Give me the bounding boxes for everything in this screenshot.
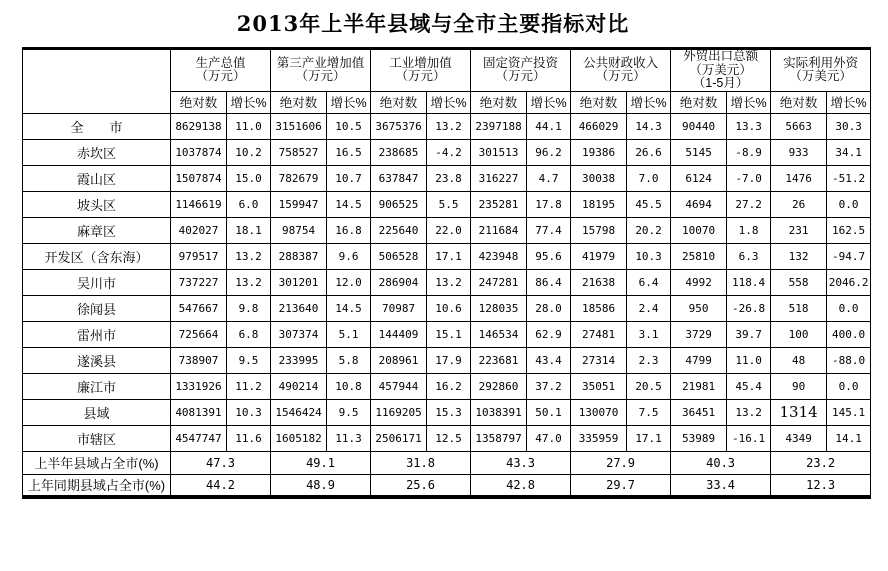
subheader-growth: 增长% (427, 91, 471, 113)
absolute-value-cell: 1038391 (471, 399, 527, 425)
subheader-absolute: 绝对数 (571, 91, 627, 113)
absolute-value-cell: 19386 (571, 139, 627, 165)
column-group-header-line: （万元） (495, 69, 546, 84)
absolute-value-cell: 737227 (171, 269, 227, 295)
growth-value-cell: 5.8 (327, 347, 371, 373)
summary-value-cell: 31.8 (371, 451, 471, 474)
table-row (23, 165, 871, 191)
absolute-value-cell: 4547747 (171, 425, 227, 451)
growth-value-cell: 4.7 (527, 165, 571, 191)
table-row (23, 399, 871, 425)
absolute-value-cell: 637847 (371, 165, 427, 191)
growth-value-cell: 1.8 (727, 217, 771, 243)
growth-value-cell: 11.0 (227, 113, 271, 139)
growth-value-cell: -16.1 (727, 425, 771, 451)
growth-value-cell: 10.3 (227, 399, 271, 425)
absolute-value-cell: 70987 (371, 295, 427, 321)
region-label: 麻章区 (23, 217, 171, 243)
absolute-value-cell: 247281 (471, 269, 527, 295)
growth-value-cell: 10.6 (427, 295, 471, 321)
growth-value-cell: 0.0 (827, 373, 871, 399)
absolute-value-cell: 547667 (171, 295, 227, 321)
growth-value-cell: 17.8 (527, 191, 571, 217)
summary-row (23, 474, 871, 497)
column-group-header-line: 固定资产投资 (483, 55, 559, 70)
column-group-header (371, 49, 471, 92)
region-label: 赤坎区 (23, 139, 171, 165)
summary-value-cell: 12.3 (771, 474, 871, 497)
absolute-value-cell: 402027 (171, 217, 227, 243)
growth-value-cell: 20.5 (627, 373, 671, 399)
summary-value-cell: 42.8 (471, 474, 571, 497)
growth-value-cell: 34.1 (827, 139, 871, 165)
absolute-value-cell: 27481 (571, 321, 627, 347)
subheader-absolute: 绝对数 (671, 91, 727, 113)
growth-value-cell: 5.5 (427, 191, 471, 217)
growth-value-cell: 26.6 (627, 139, 671, 165)
growth-value-cell: 13.2 (227, 269, 271, 295)
region-label: 吴川市 (23, 269, 171, 295)
table-row (23, 347, 871, 373)
growth-value-cell: 10.7 (327, 165, 371, 191)
absolute-value-cell: 53989 (671, 425, 727, 451)
growth-value-cell: 400.0 (827, 321, 871, 347)
growth-value-cell: 77.4 (527, 217, 571, 243)
growth-value-cell: 11.2 (227, 373, 271, 399)
growth-value-cell: 44.1 (527, 113, 571, 139)
absolute-value-cell: 100 (771, 321, 827, 347)
absolute-value-cell: 457944 (371, 373, 427, 399)
absolute-value-cell: 21981 (671, 373, 727, 399)
growth-value-cell: 17.1 (627, 425, 671, 451)
absolute-value-cell: 490214 (271, 373, 327, 399)
absolute-value-cell: 223681 (471, 347, 527, 373)
region-label: 全 市 (23, 113, 171, 139)
table-row (23, 425, 871, 451)
page-title: 2013年上半年县域与全市主要指标对比 (236, 11, 630, 36)
column-group-header (471, 49, 571, 92)
subheader-absolute: 绝对数 (171, 91, 227, 113)
growth-value-cell: 86.4 (527, 269, 571, 295)
growth-value-cell: -88.0 (827, 347, 871, 373)
growth-value-cell: 37.2 (527, 373, 571, 399)
table-row (23, 295, 871, 321)
growth-value-cell: 11.0 (727, 347, 771, 373)
growth-value-cell: 18.1 (227, 217, 271, 243)
growth-value-cell: 17.9 (427, 347, 471, 373)
growth-value-cell: 11.6 (227, 425, 271, 451)
absolute-value-cell: 10070 (671, 217, 727, 243)
absolute-value-cell: 933 (771, 139, 827, 165)
absolute-value-cell: 1546424 (271, 399, 327, 425)
absolute-value-cell: 98754 (271, 217, 327, 243)
subheader-growth: 增长% (527, 91, 571, 113)
absolute-value-cell: 8629138 (171, 113, 227, 139)
absolute-value-cell: 159947 (271, 191, 327, 217)
growth-value-cell: 95.6 (527, 243, 571, 269)
growth-value-cell: 96.2 (527, 139, 571, 165)
growth-value-cell: 45.4 (727, 373, 771, 399)
column-group-header (771, 49, 871, 92)
absolute-value-cell: 146534 (471, 321, 527, 347)
growth-value-cell: -4.2 (427, 139, 471, 165)
summary-value-cell: 49.1 (271, 451, 371, 474)
corner-cell (23, 49, 171, 114)
group-header-row (23, 49, 871, 92)
column-group-header (571, 49, 671, 92)
absolute-value-cell: 225640 (371, 217, 427, 243)
summary-value-cell: 29.7 (571, 474, 671, 497)
absolute-value-cell: 1605182 (271, 425, 327, 451)
growth-value-cell: 27.2 (727, 191, 771, 217)
column-group-header-line: （万元） (295, 69, 346, 84)
table-row (23, 139, 871, 165)
growth-value-cell: 10.3 (627, 243, 671, 269)
absolute-value-cell: 4694 (671, 191, 727, 217)
growth-value-cell: 45.5 (627, 191, 671, 217)
table-header (23, 49, 871, 114)
growth-value-cell: 43.4 (527, 347, 571, 373)
column-group-header-line: （万美元） (689, 62, 752, 77)
summary-value-cell: 33.4 (671, 474, 771, 497)
absolute-value-cell: 558 (771, 269, 827, 295)
absolute-value-cell: 738907 (171, 347, 227, 373)
region-label: 坡头区 (23, 191, 171, 217)
summary-value-cell: 47.3 (171, 451, 271, 474)
growth-value-cell: 14.3 (627, 113, 671, 139)
region-label: 廉江市 (23, 373, 171, 399)
absolute-value-cell: 144409 (371, 321, 427, 347)
growth-value-cell: 11.3 (327, 425, 371, 451)
region-label: 县域 (23, 399, 171, 425)
column-group-header-line: 公共财政收入 (583, 55, 659, 70)
region-label: 霞山区 (23, 165, 171, 191)
subheader-growth: 增长% (727, 91, 771, 113)
growth-value-cell: 16.5 (327, 139, 371, 165)
table-body (23, 113, 871, 497)
absolute-value-cell: 782679 (271, 165, 327, 191)
table-row (23, 243, 871, 269)
absolute-value-cell: 41979 (571, 243, 627, 269)
absolute-value-cell: 335959 (571, 425, 627, 451)
absolute-value-cell: 4081391 (171, 399, 227, 425)
absolute-value-cell: 950 (671, 295, 727, 321)
growth-value-cell: 6.3 (727, 243, 771, 269)
indicators-table (22, 47, 871, 499)
growth-value-cell: 12.0 (327, 269, 371, 295)
absolute-value-cell: 506528 (371, 243, 427, 269)
absolute-value-cell: 30038 (571, 165, 627, 191)
absolute-value-cell: 211684 (471, 217, 527, 243)
absolute-value-cell: 18195 (571, 191, 627, 217)
growth-value-cell: 62.9 (527, 321, 571, 347)
absolute-value-cell: 1146619 (171, 191, 227, 217)
growth-value-cell: 12.5 (427, 425, 471, 451)
absolute-value-cell: 4992 (671, 269, 727, 295)
absolute-value-cell: 307374 (271, 321, 327, 347)
growth-value-cell: 0.0 (827, 295, 871, 321)
region-label: 开发区（含东海） (23, 243, 171, 269)
absolute-value-cell: 301513 (471, 139, 527, 165)
growth-value-cell: 10.8 (327, 373, 371, 399)
subheader-growth: 增长% (227, 91, 271, 113)
summary-value-cell: 43.3 (471, 451, 571, 474)
growth-value-cell: 9.5 (327, 399, 371, 425)
growth-value-cell: 145.1 (827, 399, 871, 425)
absolute-value-cell: 36451 (671, 399, 727, 425)
growth-value-cell: 17.1 (427, 243, 471, 269)
growth-value-cell: 6.4 (627, 269, 671, 295)
column-group-header-line: 外贸出口总额 (683, 49, 759, 63)
column-group-header-line: （万元） (395, 69, 446, 84)
absolute-value-cell: 3151606 (271, 113, 327, 139)
table-row (23, 321, 871, 347)
growth-value-cell: -51.2 (827, 165, 871, 191)
absolute-value-cell: 758527 (271, 139, 327, 165)
growth-value-cell: 14.5 (327, 295, 371, 321)
growth-value-cell: -7.0 (727, 165, 771, 191)
absolute-value-cell: 130070 (571, 399, 627, 425)
absolute-value-cell: 1476 (771, 165, 827, 191)
column-group-header-line: （万元） (195, 69, 246, 84)
absolute-value-cell: 15798 (571, 217, 627, 243)
column-group-header (671, 49, 771, 92)
absolute-value-cell: 1358797 (471, 425, 527, 451)
absolute-value-cell: 906525 (371, 191, 427, 217)
growth-value-cell: 162.5 (827, 217, 871, 243)
growth-value-cell: 7.5 (627, 399, 671, 425)
absolute-value-cell: 979517 (171, 243, 227, 269)
table-row (23, 217, 871, 243)
growth-value-cell: 13.3 (727, 113, 771, 139)
subheader-absolute: 绝对数 (271, 91, 327, 113)
absolute-value-cell: 238685 (371, 139, 427, 165)
absolute-value-cell: 21638 (571, 269, 627, 295)
growth-value-cell: 30.3 (827, 113, 871, 139)
growth-value-cell: 10.5 (327, 113, 371, 139)
subheader-absolute: 绝对数 (771, 91, 827, 113)
absolute-value-cell: 3729 (671, 321, 727, 347)
growth-value-cell: -94.7 (827, 243, 871, 269)
summary-label: 上半年县域占全市(%) (23, 451, 171, 474)
growth-value-cell: 2.3 (627, 347, 671, 373)
region-label: 市辖区 (23, 425, 171, 451)
growth-value-cell: 22.0 (427, 217, 471, 243)
growth-value-cell: 10.2 (227, 139, 271, 165)
absolute-value-cell: 18586 (571, 295, 627, 321)
growth-value-cell: 2.4 (627, 295, 671, 321)
column-group-header (271, 49, 371, 92)
column-group-header-line: 实际利用外资 (783, 55, 859, 70)
absolute-value-cell: 132 (771, 243, 827, 269)
absolute-value-cell: 35051 (571, 373, 627, 399)
growth-value-cell: 28.0 (527, 295, 571, 321)
absolute-value-cell: 90 (771, 373, 827, 399)
summary-value-cell: 25.6 (371, 474, 471, 497)
growth-value-cell: 5.1 (327, 321, 371, 347)
absolute-value-cell: 235281 (471, 191, 527, 217)
absolute-value-cell: 4799 (671, 347, 727, 373)
growth-value-cell: 20.2 (627, 217, 671, 243)
growth-value-cell: 39.7 (727, 321, 771, 347)
growth-value-cell: 23.8 (427, 165, 471, 191)
growth-value-cell: 0.0 (827, 191, 871, 217)
absolute-value-cell: 6124 (671, 165, 727, 191)
growth-value-cell: 13.2 (427, 269, 471, 295)
absolute-value-cell: 26 (771, 191, 827, 217)
column-group-header-line: 工业增加值 (389, 55, 452, 70)
absolute-value-cell: 292860 (471, 373, 527, 399)
subheader-growth: 增长% (327, 91, 371, 113)
absolute-value-cell: 725664 (171, 321, 227, 347)
growth-value-cell: 15.3 (427, 399, 471, 425)
summary-value-cell: 44.2 (171, 474, 271, 497)
growth-value-cell: 15.0 (227, 165, 271, 191)
absolute-value-cell: 25810 (671, 243, 727, 269)
growth-value-cell: 14.1 (827, 425, 871, 451)
growth-value-cell: -8.9 (727, 139, 771, 165)
region-label: 遂溪县 (23, 347, 171, 373)
subheader-growth: 增长% (827, 91, 871, 113)
growth-value-cell: 6.8 (227, 321, 271, 347)
growth-value-cell: 9.8 (227, 295, 271, 321)
growth-value-cell: 6.0 (227, 191, 271, 217)
growth-value-cell: -26.8 (727, 295, 771, 321)
table-row (23, 269, 871, 295)
summary-value-cell: 48.9 (271, 474, 371, 497)
absolute-value-cell: 288387 (271, 243, 327, 269)
column-group-header-line: 第三产业增加值 (276, 55, 365, 70)
column-group-header-line: 生产总值 (195, 55, 246, 70)
absolute-value-cell: 2397188 (471, 113, 527, 139)
summary-row (23, 451, 871, 474)
growth-value-cell: 118.4 (727, 269, 771, 295)
column-group-header (171, 49, 271, 92)
region-label: 徐闻县 (23, 295, 171, 321)
column-group-header-line: （1-5月） (692, 76, 749, 90)
subheader-absolute: 绝对数 (471, 91, 527, 113)
growth-value-cell: 13.2 (227, 243, 271, 269)
absolute-value-cell: 316227 (471, 165, 527, 191)
summary-value-cell: 40.3 (671, 451, 771, 474)
growth-value-cell: 15.1 (427, 321, 471, 347)
growth-value-cell: 9.6 (327, 243, 371, 269)
subheader-growth: 增长% (627, 91, 671, 113)
absolute-value-cell: 1507874 (171, 165, 227, 191)
table-row (23, 191, 871, 217)
absolute-value-cell: 301201 (271, 269, 327, 295)
growth-value-cell: 9.5 (227, 347, 271, 373)
absolute-value-cell: 213640 (271, 295, 327, 321)
subheader-absolute: 绝对数 (371, 91, 427, 113)
growth-value-cell: 2046.2 (827, 269, 871, 295)
growth-value-cell: 13.2 (727, 399, 771, 425)
table-row (23, 113, 871, 139)
region-label: 雷州市 (23, 321, 171, 347)
absolute-value-cell: 1169205 (371, 399, 427, 425)
absolute-value-cell: 128035 (471, 295, 527, 321)
summary-value-cell: 23.2 (771, 451, 871, 474)
growth-value-cell: 13.2 (427, 113, 471, 139)
growth-value-cell: 50.1 (527, 399, 571, 425)
absolute-value-cell: 423948 (471, 243, 527, 269)
absolute-value-cell: 208961 (371, 347, 427, 373)
absolute-value-cell: 2506171 (371, 425, 427, 451)
absolute-value-cell: 518 (771, 295, 827, 321)
absolute-value-cell: 1037874 (171, 139, 227, 165)
absolute-value-cell: 233995 (271, 347, 327, 373)
table-row (23, 373, 871, 399)
absolute-value-cell: 231 (771, 217, 827, 243)
absolute-value-cell: 5663 (771, 113, 827, 139)
growth-value-cell: 7.0 (627, 165, 671, 191)
absolute-value-cell: 4349 (771, 425, 827, 451)
absolute-value-cell: 1331926 (171, 373, 227, 399)
summary-value-cell: 27.9 (571, 451, 671, 474)
absolute-value-cell: 90440 (671, 113, 727, 139)
absolute-value-cell: 286904 (371, 269, 427, 295)
growth-value-cell: 14.5 (327, 191, 371, 217)
growth-value-cell: 16.2 (427, 373, 471, 399)
absolute-value-cell: 466029 (571, 113, 627, 139)
absolute-value-cell: 1314 (771, 399, 827, 425)
absolute-value-cell: 27314 (571, 347, 627, 373)
column-group-header-line: （万元） (595, 69, 646, 84)
growth-value-cell: 3.1 (627, 321, 671, 347)
absolute-value-cell: 48 (771, 347, 827, 373)
absolute-value-cell: 3675376 (371, 113, 427, 139)
growth-value-cell: 47.0 (527, 425, 571, 451)
summary-label: 上年同期县域占全市(%) (23, 474, 171, 497)
absolute-value-cell: 5145 (671, 139, 727, 165)
growth-value-cell: 16.8 (327, 217, 371, 243)
column-group-header-line: （万美元） (789, 69, 852, 84)
